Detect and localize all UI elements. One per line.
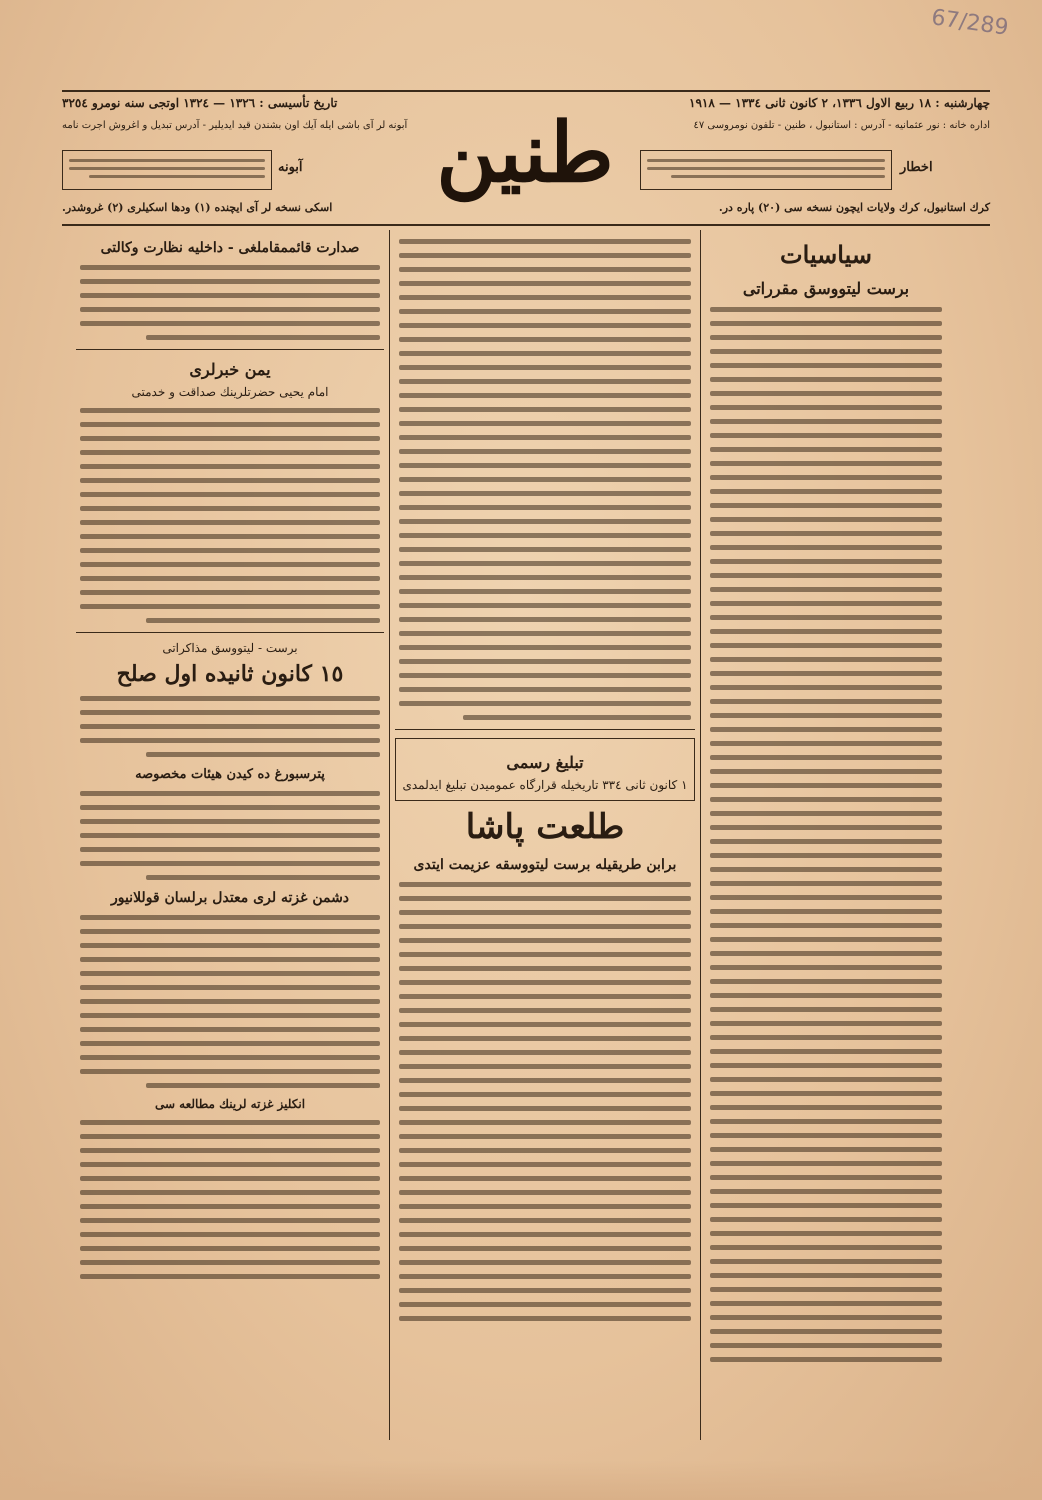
official-notice-line: ١ كانون ثانى ٣٣٤ تاريخيله قرارگاه عموميدن تبليغ ايدلمدى bbox=[402, 778, 688, 792]
article-title: برست ليتووسق مقرراتى bbox=[742, 279, 910, 298]
section-title: سياسيات bbox=[780, 240, 872, 269]
pencil-annotation: 67/289 bbox=[929, 5, 1010, 41]
official-notice-title: تبليغ رسمى bbox=[506, 753, 584, 772]
subscription-label: آبونه bbox=[278, 160, 303, 175]
talat-pasha-subtitle: برابن طريقيله برست ليتووسقه عزيمت ايتدى bbox=[413, 857, 677, 873]
yemen-news-title: يمن خبرلرى bbox=[189, 360, 271, 379]
petersburg-delegation-title: پترسبورغ ده كيدن هيئات مخصوصه bbox=[135, 767, 325, 782]
newspaper-title: طنين bbox=[436, 105, 614, 201]
price-line-right: كرك استانبول، كرك ولايات ايچون نسخه سى (٢٠) پاره در. bbox=[718, 201, 990, 214]
right-column bbox=[706, 230, 946, 1460]
column-rule-left bbox=[389, 230, 390, 1440]
english-papers-title: انكليز غزته لرينك مطالعه سى bbox=[154, 1097, 306, 1111]
article-body bbox=[710, 307, 942, 1362]
grand-vizier-title: صدارت قائممقاملغى - داخليه نظارت وكالتى bbox=[100, 240, 360, 256]
price-line: اسكى نسخه لر آى ايچنده (١) ودها اسكيلرى (٢) غروشدر. bbox=[62, 201, 333, 214]
date-line: چهارشنبه : ١٨ ربيع الاول ١٣٣٦، ٢ كانون ثانى ١٣٣٤ — ١٩١٨ bbox=[689, 96, 990, 110]
enemy-papers-title: دشمن غزته لرى معتدل برلسان قوللانيور bbox=[110, 890, 350, 906]
left-column bbox=[76, 230, 384, 1460]
top-rule bbox=[62, 90, 990, 92]
warning-box bbox=[640, 150, 892, 190]
subscription-note: آبونه لر آى باشى ايله آيك اون بشندن قيد ايديلير - آدرس تبديل و اغروش اجرت نامه bbox=[62, 120, 408, 131]
talat-pasha-body bbox=[399, 882, 691, 1321]
peace-date-title: ١٥ كانون ثانيده اول صلح bbox=[116, 661, 344, 687]
talat-pasha-title: طلعت پاشا bbox=[465, 807, 625, 847]
brest-negotiations-title: برست - ليتووسق مذاكراتى bbox=[162, 641, 298, 655]
masthead-bottom-rule bbox=[62, 224, 990, 226]
column-rule-right bbox=[700, 230, 701, 1440]
address-line: اداره خانه : نور عثمانيه - آدرس : استانبول ، طنين - تلفون نومروسى ٤٧ bbox=[693, 120, 990, 131]
page-bottom-edge bbox=[0, 1460, 1042, 1500]
official-notice-box bbox=[395, 738, 695, 801]
yemen-news-subtitle: امام يحيى حضرتلرينك صداقت و خدمتى bbox=[131, 385, 329, 399]
middle-article-body bbox=[399, 239, 691, 720]
warning-label: اخطار bbox=[900, 160, 933, 175]
middle-column bbox=[395, 230, 695, 1460]
issue-line: تاريخ تأسيسى : ١٣٢٦ — ١٣٢٤ اوتجى سنه نومرو ٣٢٥٤ bbox=[62, 96, 338, 110]
subscription-box bbox=[62, 150, 272, 190]
price-row bbox=[62, 201, 990, 219]
middle-divider bbox=[395, 729, 695, 730]
